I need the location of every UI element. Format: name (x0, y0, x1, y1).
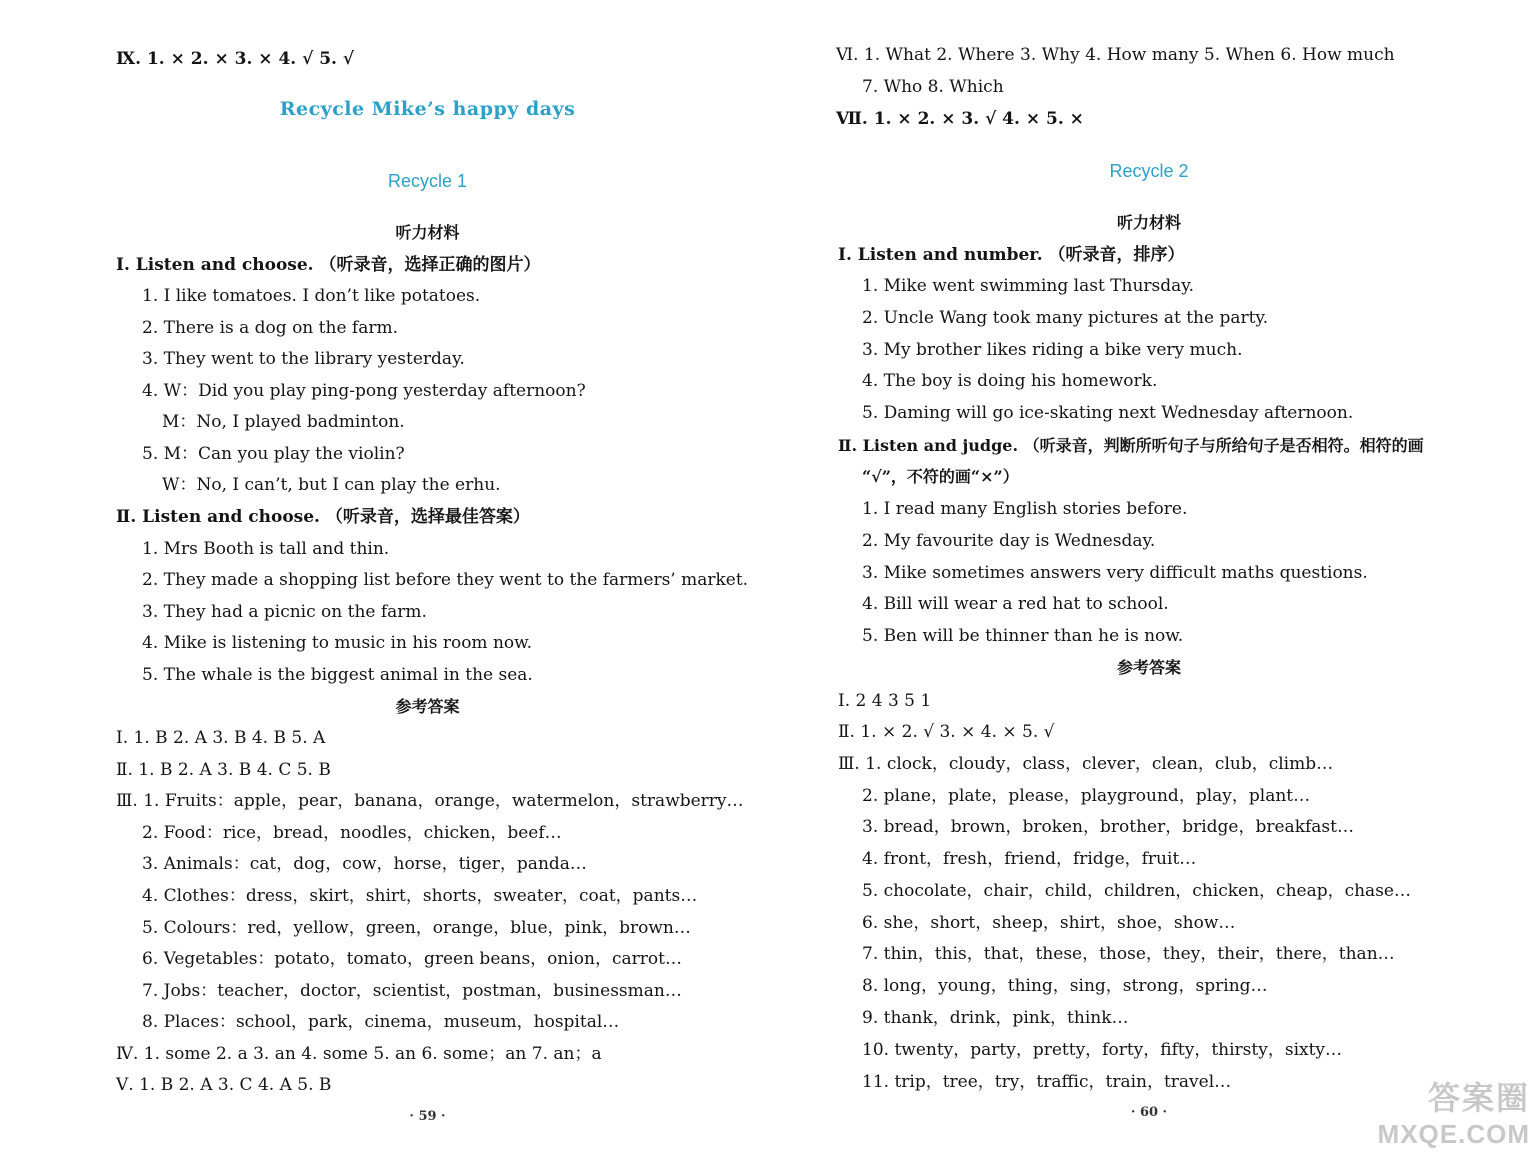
list-item: M：No, I played badminton. (162, 412, 405, 432)
list-item: 2. My favourite day is Wednesday. (862, 531, 1156, 551)
answer-line: 10. twenty，party，pretty，forty，fifty，thirsty，sixty… (862, 1040, 1343, 1060)
answers-heading: 参考答案 (1116, 658, 1181, 677)
section-i-heading: Ⅰ. Listen and choose. （听录音，选择正确的图片） (116, 255, 541, 275)
watermark-line-2: MXQE.COM (1377, 1119, 1530, 1149)
exercise-vii-answers: Ⅶ. 1. × 2. × 3. √ 4. × 5. × (836, 109, 1084, 129)
list-item: 2. They made a shopping list before they went to the farmers’ market. (142, 570, 749, 590)
list-item: 2. Uncle Wang took many pictures at the party. (862, 308, 1269, 328)
answer-line: 4. Clothes：dress，skirt，shirt，shorts，sweater，coat，pants… (142, 886, 698, 906)
answer-line: Ⅱ. 1. × 2. √ 3. × 4. × 5. √ (838, 722, 1055, 742)
exercise-vi-answers-cont: 7. Who 8. Which (862, 77, 1004, 97)
answer-line: 8. long，young，thing，sing，strong，spring… (862, 976, 1268, 996)
page-number: · 60 · (1130, 1105, 1168, 1120)
answer-line: Ⅴ. 1. B 2. A 3. C 4. A 5. B (116, 1075, 332, 1095)
list-item: 3. They had a picnic on the farm. (142, 602, 427, 622)
listening-material-heading: 听力材料 (395, 223, 460, 242)
page-number: · 59 · (409, 1109, 446, 1124)
list-item: 5. M：Can you play the violin? (142, 444, 405, 464)
list-item: 4. Bill will wear a red hat to school. (862, 594, 1169, 614)
recycle-1-title: Recycle 1 (387, 171, 468, 191)
answer-line: 2. plane，plate，please，playground，play，plant… (862, 786, 1311, 806)
answer-line: 5. Colours：red，yellow，green，orange，blue，pink，brown… (142, 918, 691, 938)
answer-line: 4. front，fresh，friend，fridge，fruit… (862, 849, 1197, 869)
answer-line: Ⅲ. 1. Fruits：apple，pear，banana，orange，watermelon，strawberry… (116, 791, 744, 811)
answer-line: 5. chocolate，chair，child，children，chicken，cheap，chase… (862, 881, 1411, 901)
right-page (768, 0, 1536, 1162)
list-item: W：No, I can’t, but I can play the erhu. (162, 475, 501, 495)
watermark (1300, 1078, 1530, 1156)
list-item: 5. The whale is the biggest animal in the sea. (142, 665, 533, 685)
list-item: 4. Mike is listening to music in his room now. (142, 633, 533, 653)
answers-heading: 参考答案 (395, 697, 460, 716)
list-item: 1. Mike went swimming last Thursday. (862, 276, 1195, 296)
section-ii-heading: Ⅱ. Listen and judge. （听录音，判断所听句子与所给句子是否相符。相符的画 (838, 436, 1424, 455)
list-item: 3. Mike sometimes answers very difficult maths questions. (862, 563, 1368, 583)
listening-material-heading: 听力材料 (1116, 213, 1181, 232)
answer-line: Ⅲ. 1. clock，cloudy，class，clever，clean，club，climb… (838, 754, 1334, 774)
section-i-heading: Ⅰ. Listen and number. （听录音，排序） (838, 245, 1185, 265)
list-item: 4. W：Did you play ping-pong yesterday afternoon? (142, 381, 586, 401)
list-item: 1. Mrs Booth is tall and thin. (142, 539, 390, 559)
list-item: 5. Daming will go ice-skating next Wednesday afternoon. (862, 403, 1354, 423)
answer-line: Ⅰ. 1. B 2. A 3. B 4. B 5. A (116, 728, 326, 748)
answer-line: Ⅱ. 1. B 2. A 3. B 4. C 5. B (116, 760, 331, 780)
answer-line: 6. Vegetables：potato，tomato，green beans，onion，carrot… (142, 949, 682, 969)
list-item: 3. They went to the library yesterday. (142, 349, 465, 369)
recycle-2-title: Recycle 2 (1109, 161, 1189, 181)
list-item: 2. There is a dog on the farm. (142, 318, 398, 338)
answer-line: 8. Places：school，park，cinema，museum，hospital… (142, 1012, 620, 1032)
list-item: 4. The boy is doing his homework. (862, 371, 1158, 391)
answer-line: 7. Jobs：teacher，doctor，scientist，postman，businessman… (142, 981, 682, 1001)
list-item: 1. I read many English stories before. (862, 499, 1188, 519)
list-item: 1. I like tomatoes. I don’t like potatoes. (142, 286, 481, 306)
list-item: 3. My brother likes riding a bike very much. (862, 340, 1243, 360)
watermark-line-1: 答案圈 (1427, 1080, 1530, 1116)
exercise-ix-answers: Ⅸ. 1. × 2. × 3. × 4. √ 5. √ (116, 49, 355, 69)
answer-line: 3. Animals：cat，dog，cow，horse，tiger，panda… (142, 854, 587, 874)
section-ii-heading-cont: “√”，不符的画“×”） (862, 467, 1019, 486)
answer-line: 2. Food：rice，bread，noodles，chicken，beef… (142, 823, 562, 843)
answer-line: 9. thank，drink，pink，think… (862, 1008, 1129, 1028)
exercise-vi-answers: Ⅵ. 1. What 2. Where 3. Why 4. How many 5. When 6. How much (836, 45, 1395, 65)
list-item: 5. Ben will be thinner than he is now. (862, 626, 1184, 646)
unit-title: Recycle Mike’s happy days (279, 98, 576, 120)
answer-line: 6. she，short，sheep，shirt，shoe，show… (862, 913, 1236, 933)
answer-line: Ⅰ. 2 4 3 5 1 (838, 691, 932, 711)
answer-line: Ⅳ. 1. some 2. a 3. an 4. some 5. an 6. some；an 7. an；a (116, 1044, 602, 1064)
answer-line: 3. bread，brown，broken，brother，bridge，breakfast… (862, 817, 1354, 837)
answer-line: 11. trip，tree，try，traffic，train，travel… (862, 1072, 1232, 1092)
answer-line: 7. thin，this，that，these，those，they，their，there，than… (862, 944, 1395, 964)
section-ii-heading: Ⅱ. Listen and choose. （听录音，选择最佳答案） (116, 507, 530, 527)
left-page (0, 0, 760, 1162)
